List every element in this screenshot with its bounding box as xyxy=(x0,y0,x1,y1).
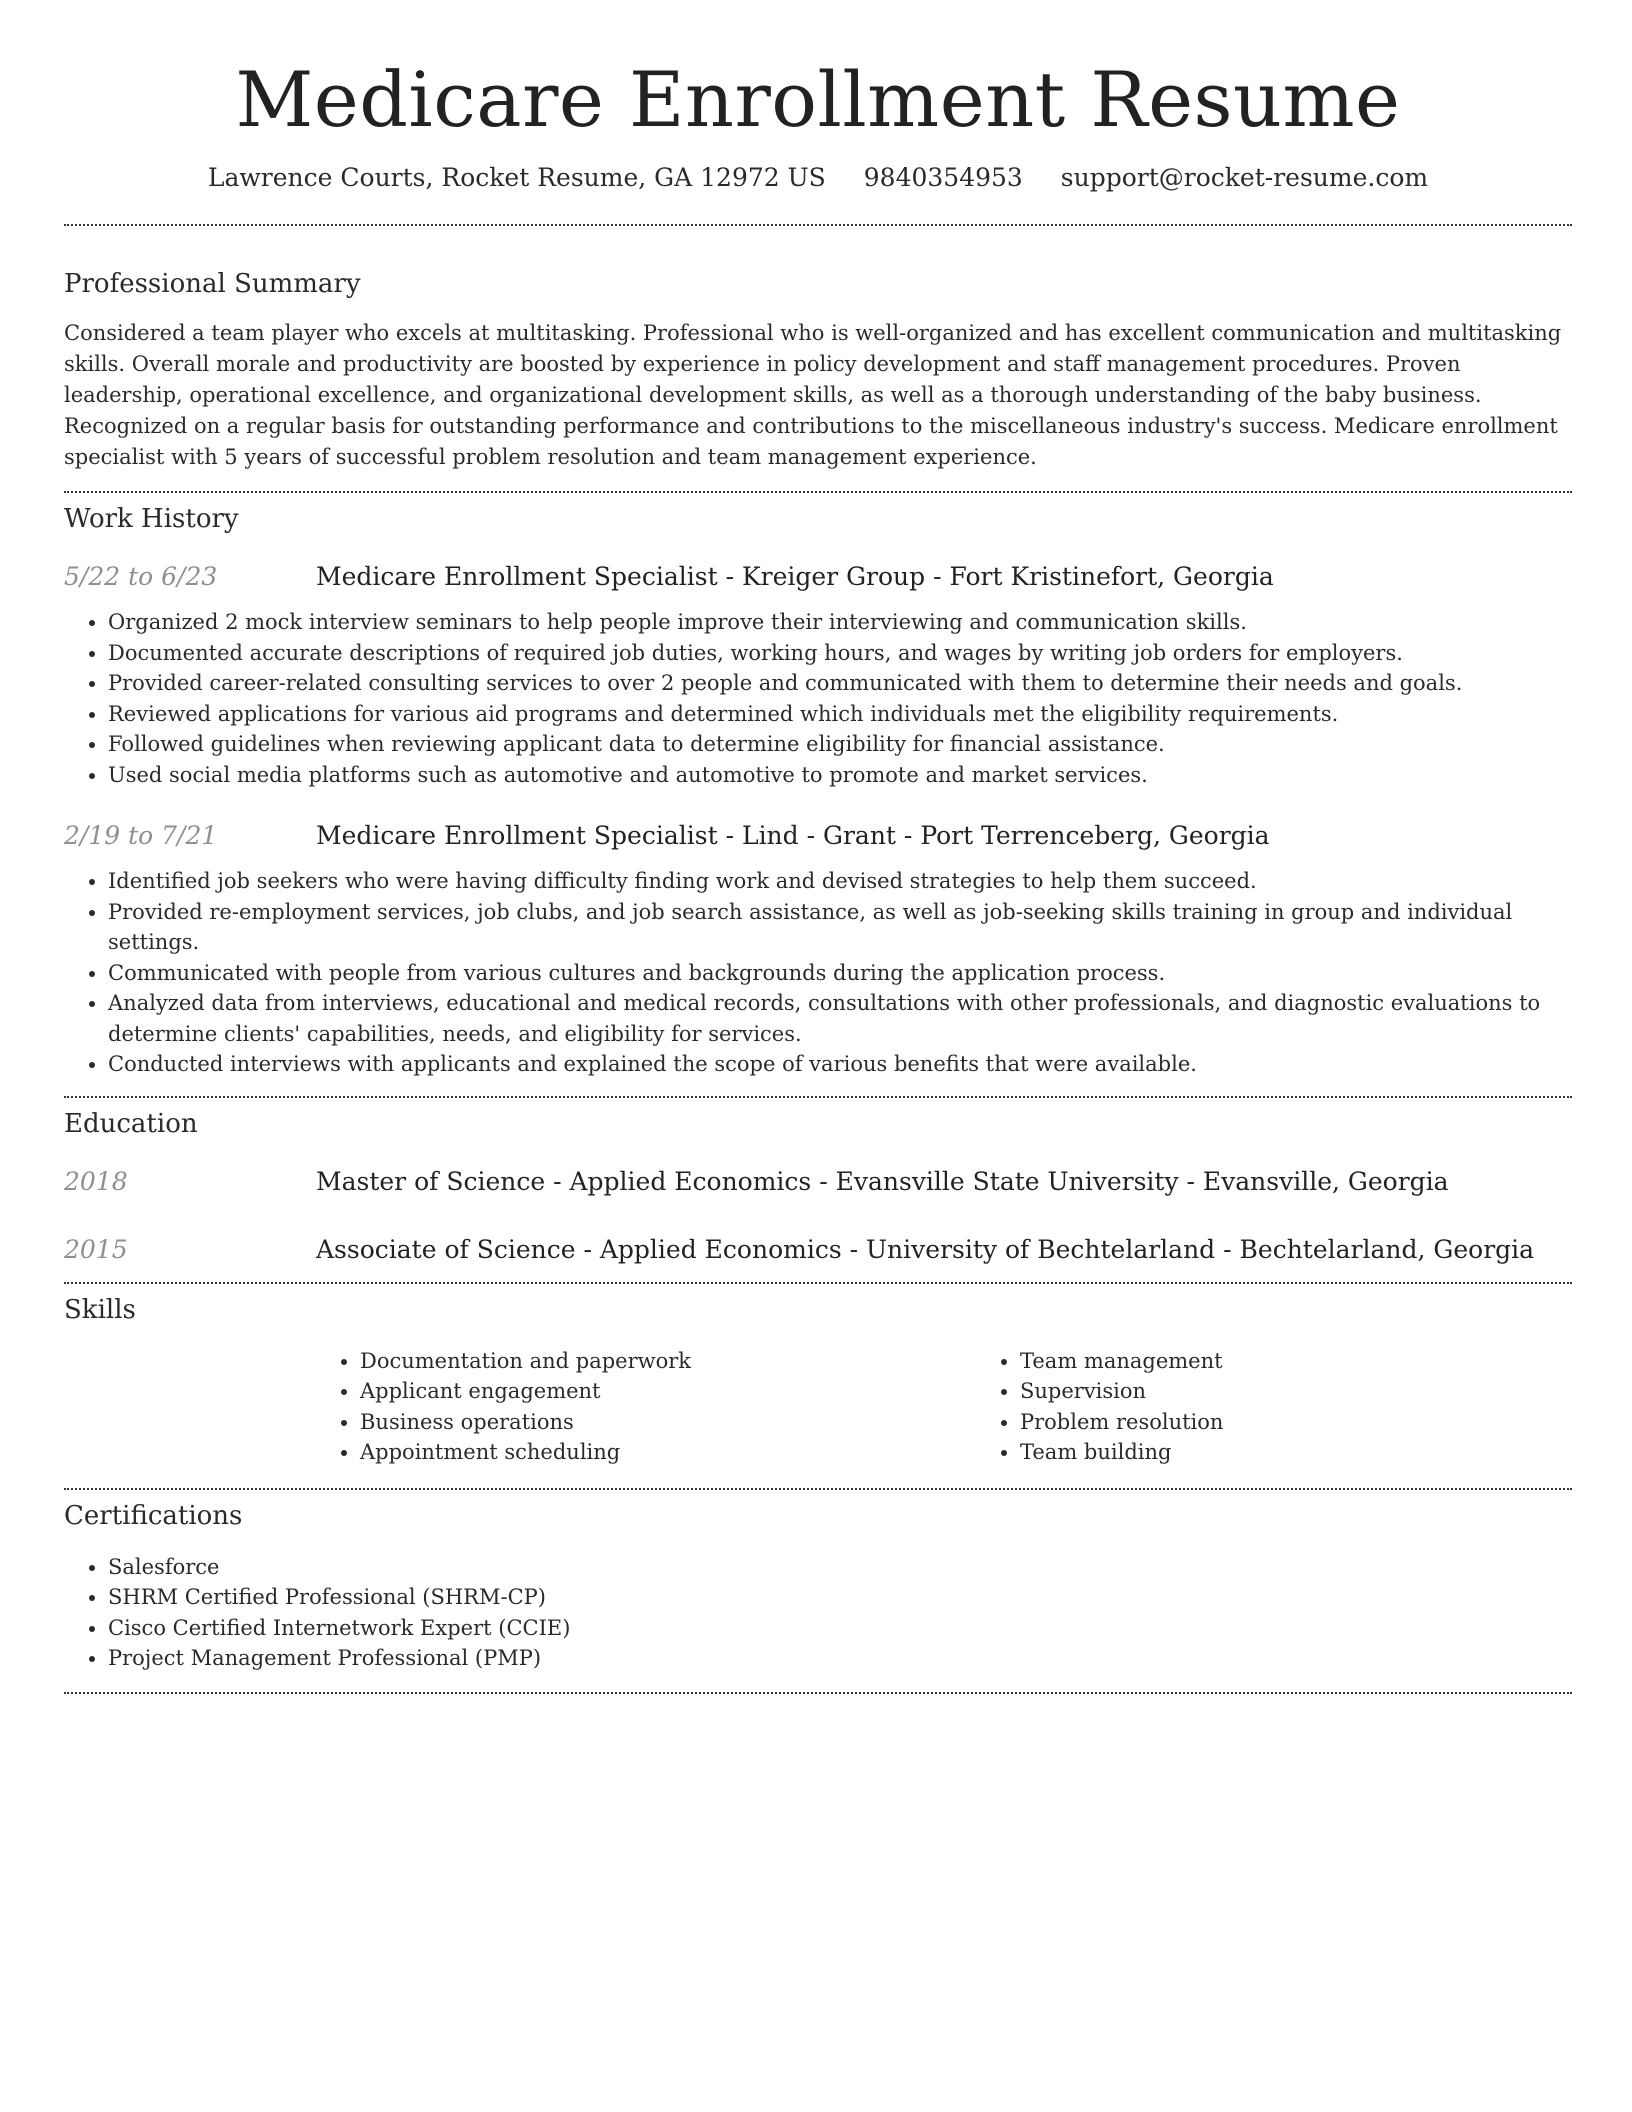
divider xyxy=(64,491,1572,493)
summary-title: Professional Summary xyxy=(64,269,361,299)
work-history-title: Work History xyxy=(64,504,239,534)
certifications-section xyxy=(64,1498,1572,1674)
education-year: 2018 xyxy=(64,1166,128,1196)
education-year: 2015 xyxy=(64,1234,128,1264)
resume-title: Medicare Enrollment Resume xyxy=(235,55,1401,144)
skills-list-right xyxy=(976,1346,1632,1468)
contact-address: Lawrence Courts, Rocket Resume, GA 12972 US xyxy=(207,163,826,192)
list-item: • Supervision xyxy=(1020,1376,1632,1407)
list-item: • Documentation and paperwork xyxy=(360,1346,976,1377)
skills-section xyxy=(64,1292,1572,1468)
list-item: • Business operations xyxy=(360,1407,976,1438)
skills-list-left xyxy=(316,1346,976,1468)
summary-section xyxy=(64,266,1572,473)
contact-line xyxy=(64,160,1572,196)
job-duties xyxy=(64,607,1572,790)
list-item: • Documented accurate descriptions of required job duties, working hours, and wages by writing job orders for employers. xyxy=(108,638,1572,669)
divider xyxy=(64,1282,1572,1284)
education-title: Education xyxy=(64,1108,198,1139)
job-entry xyxy=(64,559,1572,790)
job-dates: 2/19 to 7/21 xyxy=(64,821,218,850)
job-entry xyxy=(64,818,1572,1080)
skills-grid xyxy=(316,1346,1572,1468)
certifications-title: Certifications xyxy=(64,1500,243,1531)
certifications-list xyxy=(64,1552,1572,1674)
list-item: • Analyzed data from interviews, educational and medical records, consultations with other professionals, and diagnostic evaluations to determine clients' capabilities, needs, and eligibility for services. xyxy=(108,988,1572,1049)
resume-page xyxy=(64,0,1572,1694)
list-item: • Provided re-employment services, job clubs, and job search assistance, as well as job-seeking skills training in group and individual settings. xyxy=(108,897,1572,958)
summary-text: Considered a team player who excels at multitasking. Professional who is well-organized and has excellent communication and multitasking skills. Overall morale and productivity are boosted by experience in policy development and staff management procedures. Proven leadership, operational excellence, and organizational development skills, as well as a thorough understanding of the baby business. Recognized on a regular basis for outstanding performance and contributions to the miscellaneous industry's success. Medicare enrollment specialist with 5 years of successful problem resolution and team management experience. xyxy=(64,321,1562,469)
job-header xyxy=(64,559,1572,595)
education-entry xyxy=(64,1164,1572,1200)
skills-title: Skills xyxy=(64,1294,136,1325)
divider xyxy=(64,1488,1572,1490)
list-item: • Conducted interviews with applicants and explained the scope of various benefits that were available. xyxy=(108,1049,1572,1080)
divider xyxy=(64,1692,1572,1694)
contact-email: support@rocket-resume.com xyxy=(1060,163,1429,192)
list-item: • Used social media platforms such as automotive and automotive to promote and market services. xyxy=(108,760,1572,791)
list-item: • Applicant engagement xyxy=(360,1376,976,1407)
job-duties xyxy=(64,866,1572,1080)
list-item: • Reviewed applications for various aid programs and determined which individuals met the eligibility requirements. xyxy=(108,699,1572,730)
list-item: • Provided career-related consulting services to over 2 people and communicated with them to determine their needs and goals. xyxy=(108,668,1572,699)
education-section xyxy=(64,1106,1572,1268)
list-item: • Identified job seekers who were having difficulty finding work and devised strategies to help them succeed. xyxy=(108,866,1572,897)
education-heading: Associate of Science - Applied Economics - University of Bechtelarland - Bechtelarland, Georgia xyxy=(316,1234,1535,1264)
list-item: • Team management xyxy=(1020,1346,1632,1377)
job-heading: Medicare Enrollment Specialist - Kreiger Group - Fort Kristinefort, Georgia xyxy=(316,562,1274,591)
job-header xyxy=(64,818,1572,854)
job-heading: Medicare Enrollment Specialist - Lind - Grant - Port Terrenceberg, Georgia xyxy=(316,821,1270,850)
list-item: • Problem resolution xyxy=(1020,1407,1632,1438)
list-item: • Team building xyxy=(1020,1437,1632,1468)
list-item: • Project Management Professional (PMP) xyxy=(108,1643,1572,1674)
job-dates: 5/22 to 6/23 xyxy=(64,562,218,591)
divider xyxy=(64,224,1572,226)
list-item: • Cisco Certified Internetwork Expert (CCIE) xyxy=(108,1613,1572,1644)
list-item: • Followed guidelines when reviewing applicant data to determine eligibility for financial assistance. xyxy=(108,729,1572,760)
list-item: • Appointment scheduling xyxy=(360,1437,976,1468)
contact-phone: 9840354953 xyxy=(863,163,1023,192)
work-history-section xyxy=(64,501,1572,1080)
list-item: • Salesforce xyxy=(108,1552,1572,1583)
list-item: • Organized 2 mock interview seminars to help people improve their interviewing and communication skills. xyxy=(108,607,1572,638)
education-heading: Master of Science - Applied Economics - Evansville State University - Evansville, Georgia xyxy=(316,1166,1449,1196)
education-entry xyxy=(64,1232,1572,1268)
list-item: • Communicated with people from various cultures and backgrounds during the application process. xyxy=(108,958,1572,989)
list-item: • SHRM Certified Professional (SHRM-CP) xyxy=(108,1582,1572,1613)
divider xyxy=(64,1096,1572,1098)
